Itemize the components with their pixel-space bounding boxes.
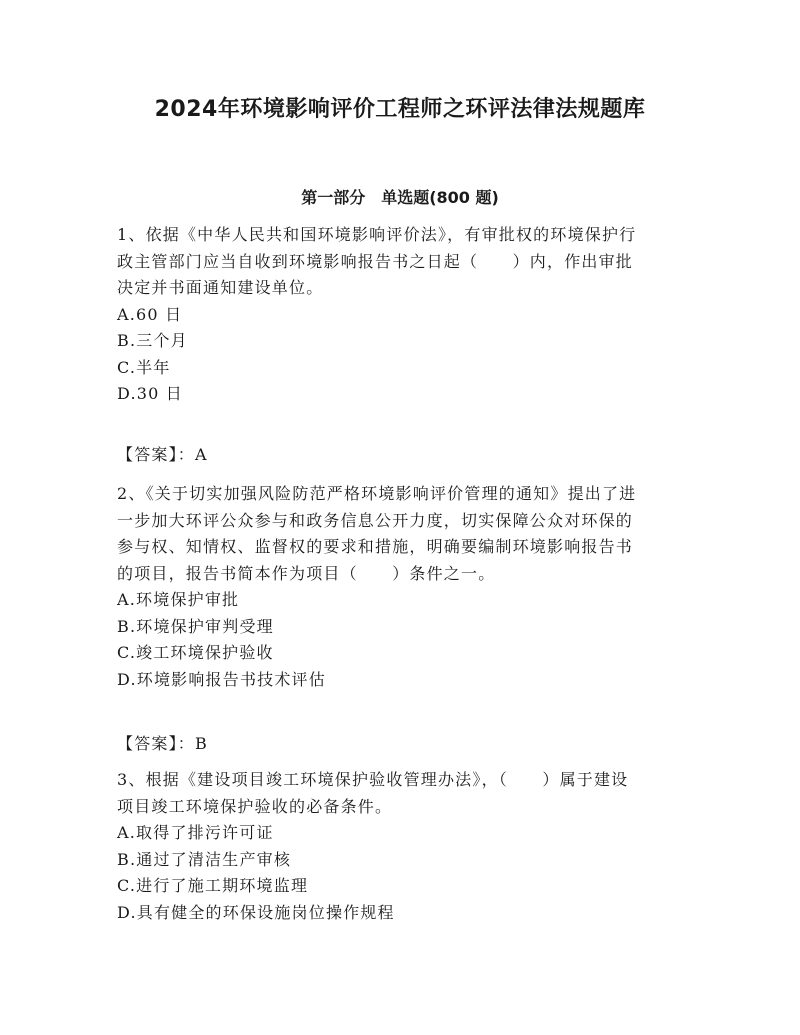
question-stem-line: 政主管部门应当自收到环境影响报告书之日起（ ）内，作出审批 <box>117 251 634 271</box>
option-a: A.60 日 <box>117 304 183 324</box>
option-a: A.取得了排污许可证 <box>117 823 274 842</box>
option-b: B.三个月 <box>117 331 188 350</box>
option-d: D.环境影响报告书技术评估 <box>117 669 326 689</box>
option-c: C.半年 <box>117 357 171 377</box>
option-b: B.通过了清洁生产审核 <box>117 849 292 869</box>
option-c: C.竣工环境保护验收 <box>117 643 274 662</box>
option-b: B.环境保护审判受理 <box>117 616 274 636</box>
section-heading: 第一部分 单选题(800 题) <box>301 188 499 207</box>
answer-2: 【答案】：B <box>117 734 208 753</box>
option-d: D.具有健全的环保设施岗位操作规程 <box>117 902 395 922</box>
question-stem-line: 参与权、知情权、监督权的要求和措施，明确要编制环境影响报告书 <box>117 537 634 556</box>
answer-1: 【答案】：A <box>117 445 208 464</box>
question-stem-line: 2、《关于切实加强风险防范严格环境影响评价管理的通知》提出了进 <box>117 484 637 503</box>
question-1 <box>117 222 687 408</box>
question-stem-line: 一步加大环评公众参与和政务信息公开力度，切实保障公众对环保的 <box>117 510 634 530</box>
question-3 <box>117 767 687 926</box>
option-d: D.30 日 <box>117 384 183 403</box>
option-c: C.进行了施工期环境监理 <box>117 876 309 895</box>
option-a: A.环境保护审批 <box>117 590 240 609</box>
question-stem-line: 项目竣工环境保护验收的必备条件。 <box>117 796 393 816</box>
document-title: 2024年环境影响评价工程师之环评法律法规题库 <box>154 97 646 122</box>
question-stem-line: 1、依据《中华人民共和国环境影响评价法》，有审批权的环境保护行 <box>117 225 637 244</box>
question-stem-line: 决定并书面通知建设单位。 <box>117 278 324 297</box>
question-stem-line: 3、根据《建设项目竣工环境保护验收管理办法》，（ ）属于建设 <box>117 770 629 789</box>
question-2 <box>117 481 687 693</box>
question-stem-line: 的项目，报告书简本作为项目（ ）条件之一。 <box>117 563 496 583</box>
